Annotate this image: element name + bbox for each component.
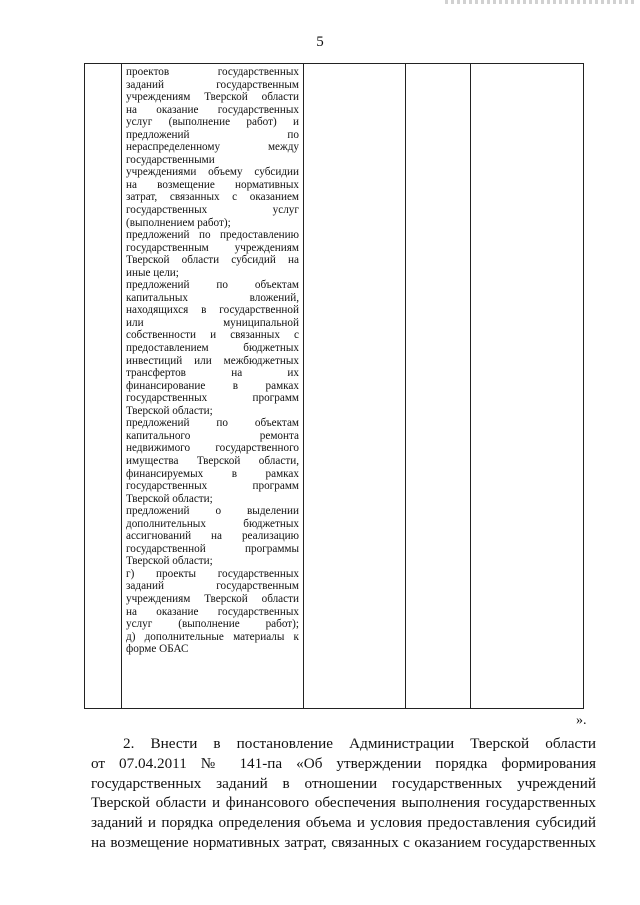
paragraph-line: на возмещение нормативных затрат, связанных с оказанием государственных	[91, 833, 596, 851]
table-cell-line: услуг (выполнение работ) и	[126, 116, 299, 129]
table-cell-line: имущества Тверской области,	[126, 454, 299, 467]
table-cell-line: затрат, связанных с оказанием	[126, 191, 299, 204]
table-cell-line: собственности и связанных с	[126, 329, 299, 342]
table-cell-line: государственных программ	[126, 392, 299, 405]
table-cell-line: учреждениями объему субсидии	[126, 166, 299, 179]
table-column-divider	[405, 64, 406, 708]
table-cell-line: капитальных вложений,	[126, 291, 299, 304]
paragraph-line: Тверской области и финансового обеспечения выполнения государственных	[91, 794, 596, 812]
table-cell-line: проектов государственных	[126, 66, 299, 78]
table-cell-line: предложений по	[126, 128, 299, 141]
table-cell-line: государственных программ	[126, 480, 299, 493]
table-cell-line: государственным учреждениям	[126, 241, 299, 254]
closing-quote: ».	[576, 713, 587, 728]
document-table	[84, 63, 584, 709]
table-cell-line: на оказание государственных	[126, 103, 299, 116]
scan-header-mark	[445, 0, 635, 4]
table-cell-line: Тверской области;	[126, 555, 213, 568]
table-cell-line: предложений по объектам	[126, 417, 299, 430]
page-number: 5	[316, 34, 324, 50]
table-cell-line: Тверской области;	[126, 404, 213, 417]
table-cell-line: находящихся в государственной	[126, 304, 299, 317]
table-cell-line: финансирование в рамках	[126, 379, 299, 392]
table-cell-line: г) проекты государственных	[126, 567, 299, 580]
table-cell-line: услуг (выполнение работ);	[126, 618, 299, 631]
table-cell-line: предложений о выделении	[126, 505, 299, 518]
paragraph-line: 2. Внести в постановление Администрации Тверской области	[123, 735, 596, 752]
table-cell-line: государственными	[126, 153, 215, 166]
table-cell-line: финансируемых в рамках	[126, 467, 299, 480]
table-column-divider	[303, 64, 304, 708]
table-cell-line: ассигнований на реализацию	[126, 530, 299, 543]
paragraph-line: заданий и порядка определения объема и условия предоставления субсидий	[91, 814, 596, 832]
table-cell-line: (выполнением работ);	[126, 216, 231, 229]
table-cell-line: Тверской области;	[126, 492, 213, 505]
table-cell-line: недвижимого государственного	[126, 442, 299, 455]
table-cell-line: государственных услуг	[126, 204, 299, 217]
table-cell-line: учреждениям Тверской области	[126, 592, 299, 605]
table-cell-line: заданий государственным	[126, 78, 299, 91]
table-cell-line: Тверской области субсидий на	[126, 254, 299, 267]
table-cell-line: или муниципальной	[126, 316, 299, 329]
table-cell-line: предложений по объектам	[126, 279, 299, 292]
table-cell-line: предложений по предоставлению	[126, 229, 299, 242]
table-cell-line: государственной программы	[126, 542, 299, 555]
table-cell-line: иные цели;	[126, 266, 179, 279]
table-cell-line: на оказание государственных	[126, 605, 299, 618]
paragraph-line: от 07.04.2011 № 141-па «Об утверждении порядка формирования	[91, 754, 596, 772]
table-cell-line: инвестиций или межбюджетных	[126, 354, 299, 367]
table-cell-line: нераспределенному между	[126, 141, 299, 154]
table-cell-line: учреждениям Тверской области	[126, 91, 299, 104]
table-column-divider	[121, 64, 122, 708]
table-cell-line: на возмещение нормативных	[126, 178, 299, 191]
table-cell-text	[126, 66, 299, 656]
table-cell-line: предоставлением бюджетных	[126, 342, 299, 355]
table-cell-line: д) дополнительные материалы к	[126, 630, 299, 643]
body-paragraph	[91, 734, 596, 853]
table-cell-line: форме ОБАС	[126, 643, 189, 656]
table-cell-line: трансфертов на их	[126, 367, 299, 380]
table-cell-line: дополнительных бюджетных	[126, 517, 299, 530]
table-cell-line: заданий государственным	[126, 580, 299, 593]
table-cell-line: капитального ремонта	[126, 429, 299, 442]
table-column-divider	[470, 64, 471, 708]
paragraph-line: государственных заданий в отношении государственных учреждений	[91, 774, 596, 792]
